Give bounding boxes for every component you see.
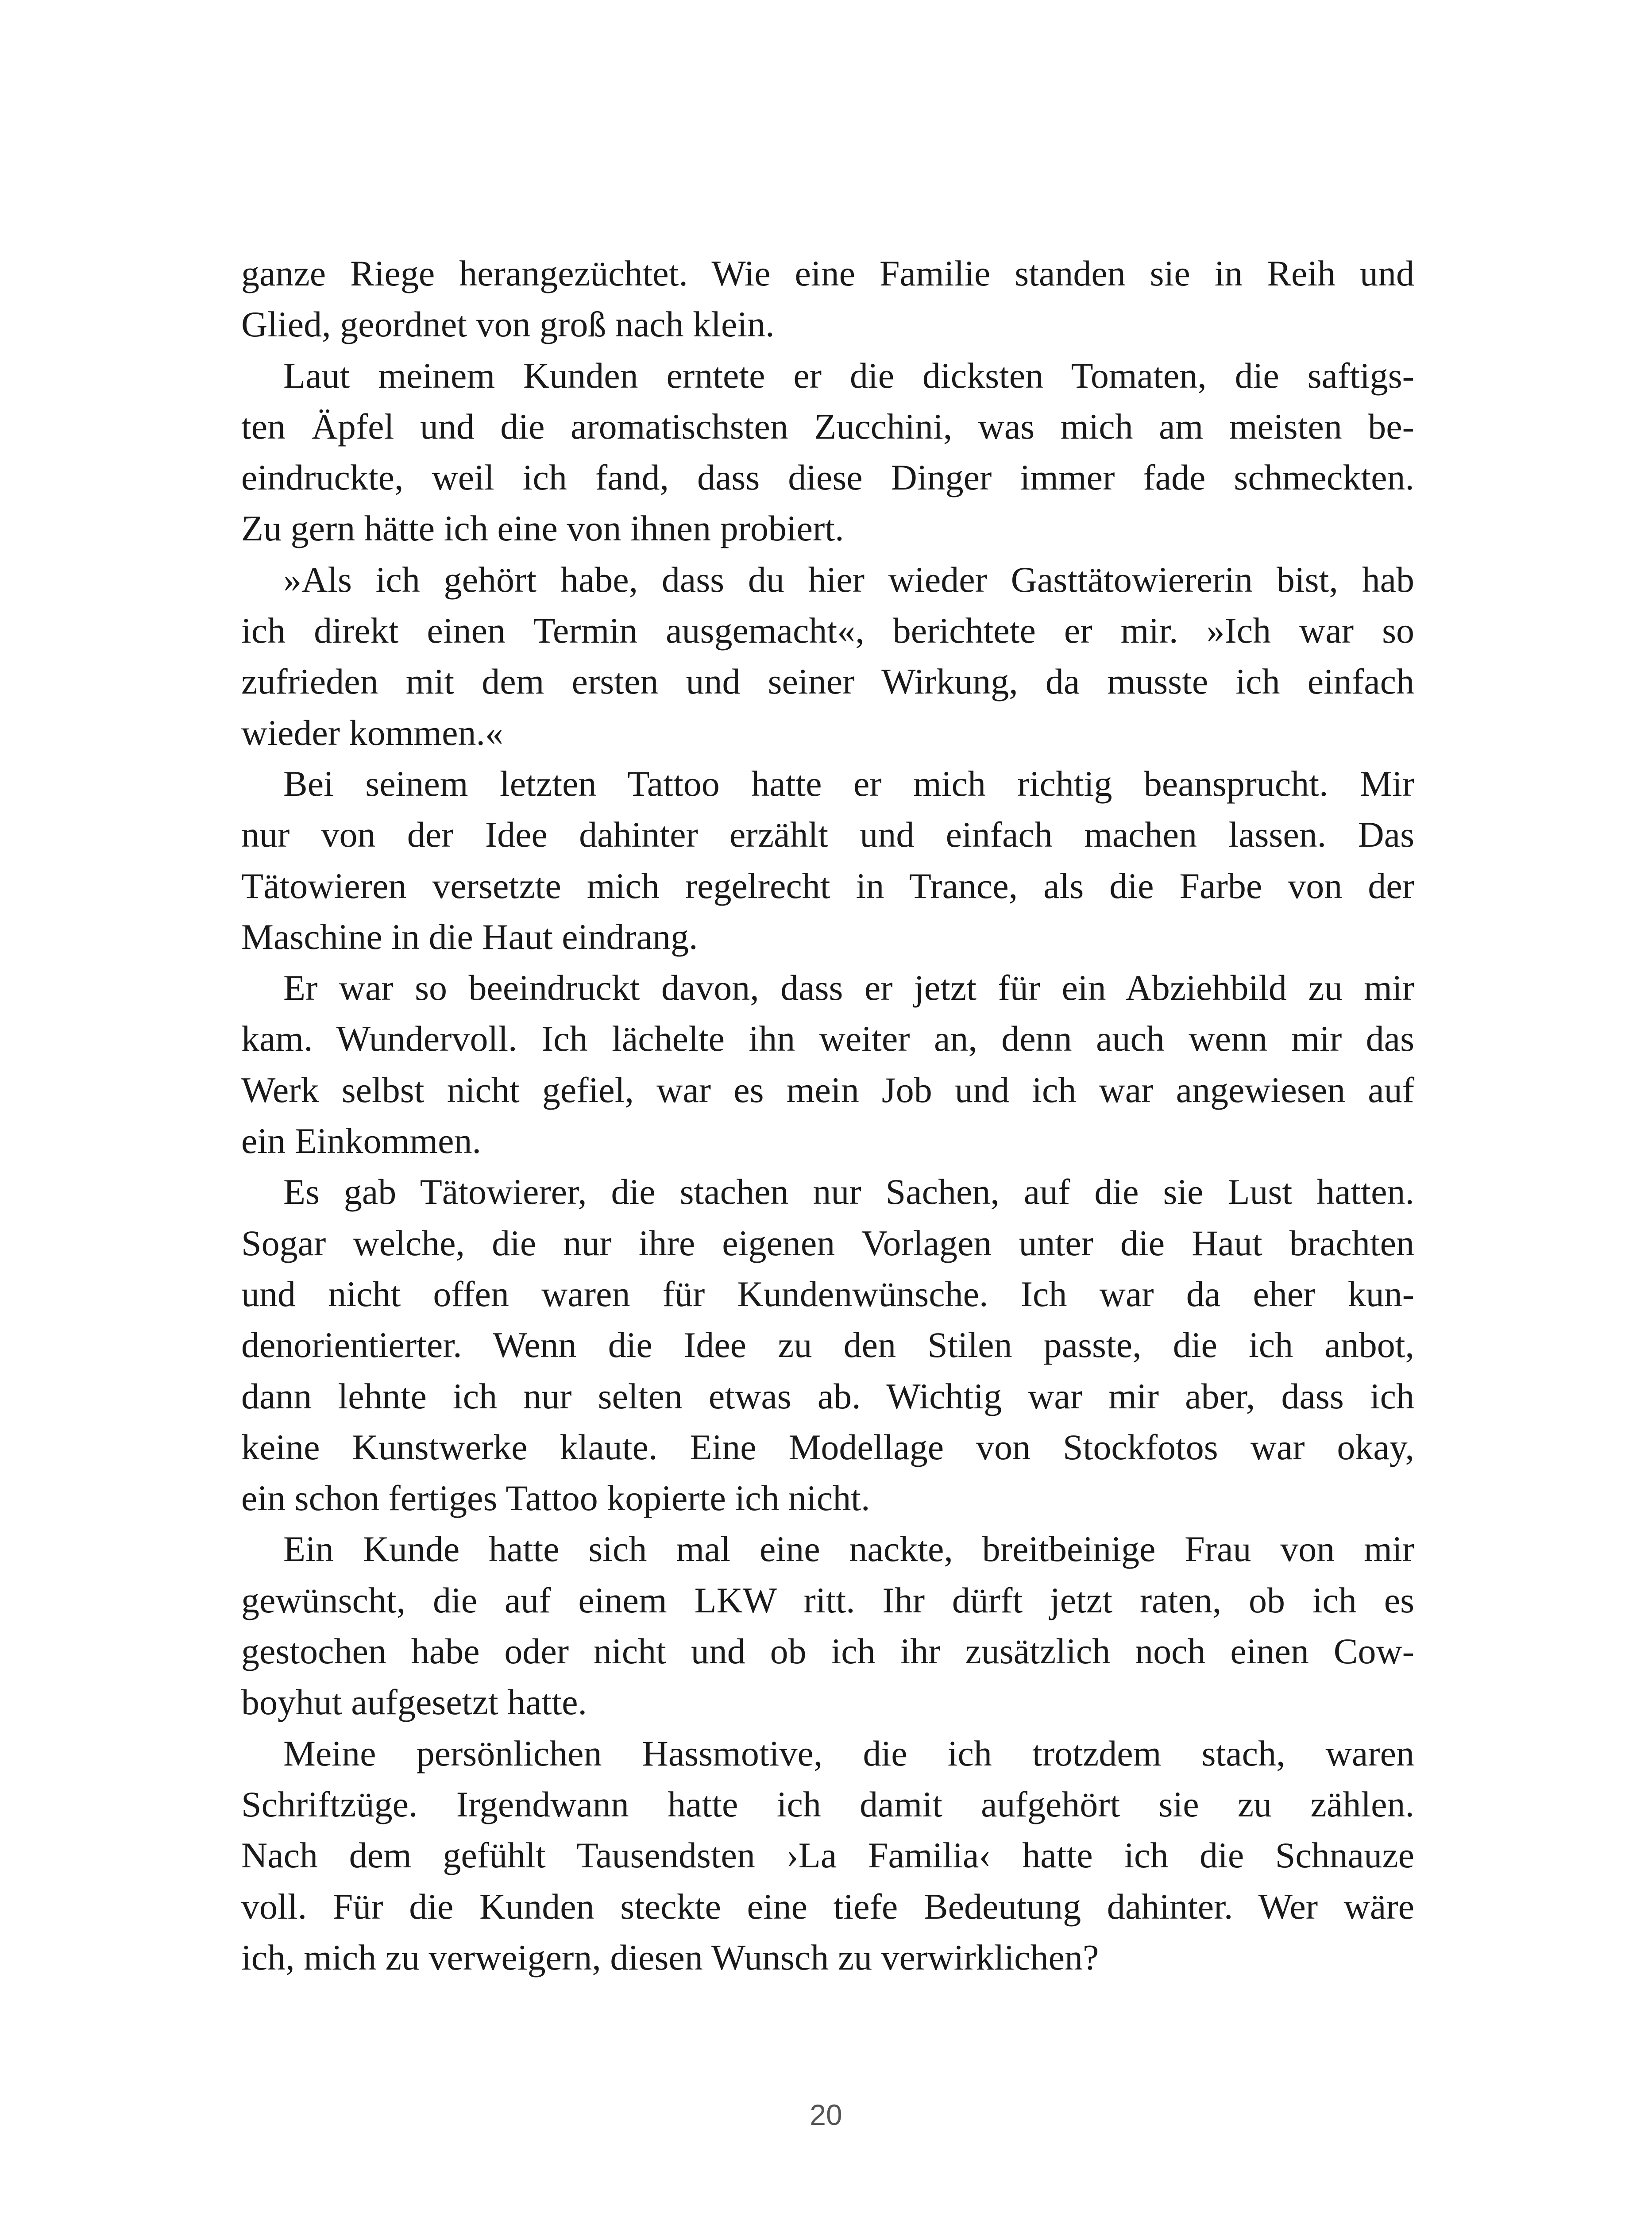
text-line: Laut meinem Kunden erntete er die dicksten Tomaten, die saftigs- xyxy=(283,355,1414,396)
text-line: Ein Kunde hatte sich mal eine nackte, breitbeinige Frau von mir xyxy=(283,1529,1414,1569)
text-line: ten Äpfel und die aromatischsten Zucchini, was mich am meisten be- xyxy=(241,406,1414,447)
text-line: nur von der Idee dahinter erzählt und einfach machen lassen. Das xyxy=(241,814,1414,855)
text-line: Bei seinem letzten Tattoo hatte er mich richtig beansprucht. Mir xyxy=(283,763,1414,804)
paragraph xyxy=(241,1523,1414,1727)
text-line: und nicht offen waren für Kundenwünsche. Ich war da eher kun- xyxy=(241,1273,1414,1314)
paragraph xyxy=(241,350,1414,554)
body-text xyxy=(241,248,1414,1983)
text-line: eindruckte, weil ich fand, dass diese Dinger immer fade schmeckten. xyxy=(241,457,1414,498)
text-line: ich, mich zu verweigern, diesen Wunsch zu verwirklichen? xyxy=(241,1937,1099,1978)
text-line: Es gab Tätowierer, die stachen nur Sachen, auf die sie Lust hatten. xyxy=(283,1172,1414,1212)
text-line: dann lehnte ich nur selten etwas ab. Wichtig war mir aber, dass ich xyxy=(241,1376,1414,1416)
paragraph xyxy=(241,1166,1414,1523)
text-line: Er war so beeindruckt davon, dass er jetzt für ein Abziehbild zu mir xyxy=(283,968,1414,1008)
text-line: Zu gern hätte ich eine von ihnen probiert. xyxy=(241,508,844,549)
text-line: Sogar welche, die nur ihre eigenen Vorlagen unter die Haut brachten xyxy=(241,1222,1414,1263)
paragraph xyxy=(241,758,1414,962)
text-line: Meine persönlichen Hassmotive, die ich trotzdem stach, waren xyxy=(283,1733,1414,1773)
text-line: zufrieden mit dem ersten und seiner Wirkung, da musste ich einfach xyxy=(241,661,1414,702)
text-line: Glied, geordnet von groß nach klein. xyxy=(241,304,775,345)
paragraph xyxy=(241,962,1414,1166)
text-line: »Als ich gehört habe, dass du hier wieder Gasttätowiererin bist, hab xyxy=(283,559,1414,600)
text-line: ich direkt einen Termin ausgemacht«, berichtete er mir. »Ich war so xyxy=(241,610,1414,651)
text-line: ein schon fertiges Tattoo kopierte ich nicht. xyxy=(241,1478,870,1519)
text-line: ein Einkommen. xyxy=(241,1121,482,1161)
paragraph xyxy=(241,248,1414,350)
text-line: Maschine in die Haut eindrang. xyxy=(241,916,698,957)
text-line: wieder kommen.« xyxy=(241,712,504,753)
text-line: Werk selbst nicht gefiel, war es mein Job und ich war angewiesen auf xyxy=(241,1069,1414,1110)
text-line: ganze Riege herangezüchtet. Wie eine Familie standen sie in Reih und xyxy=(241,253,1414,293)
text-line: gewünscht, die auf einem LKW ritt. Ihr dürft jetzt raten, ob ich es xyxy=(241,1580,1414,1620)
paragraph xyxy=(241,554,1414,758)
text-line: Schriftzüge. Irgendwann hatte ich damit aufgehört sie zu zählen. xyxy=(241,1784,1414,1824)
paragraph xyxy=(241,1728,1414,1983)
text-line: voll. Für die Kunden steckte eine tiefe Bedeutung dahinter. Wer wäre xyxy=(241,1886,1414,1927)
text-line: keine Kunstwerke klaute. Eine Modellage von Stockfotos war okay, xyxy=(241,1426,1414,1467)
text-line: kam. Wundervoll. Ich lächelte ihn weiter an, denn auch wenn mir das xyxy=(241,1018,1414,1059)
text-line: boyhut aufgesetzt hatte. xyxy=(241,1682,587,1723)
page-number: 20 xyxy=(810,2098,842,2131)
text-line: gestochen habe oder nicht und ob ich ihr zusätzlich noch einen Cow- xyxy=(241,1631,1414,1672)
text-line: denorientierter. Wenn die Idee zu den Stilen passte, die ich anbot, xyxy=(241,1325,1414,1365)
text-line: Nach dem gefühlt Tausendsten ›La Familia‹ hatte ich die Schnauze xyxy=(241,1835,1414,1876)
text-line: Tätowieren versetzte mich regelrecht in Trance, als die Farbe von der xyxy=(241,865,1414,906)
